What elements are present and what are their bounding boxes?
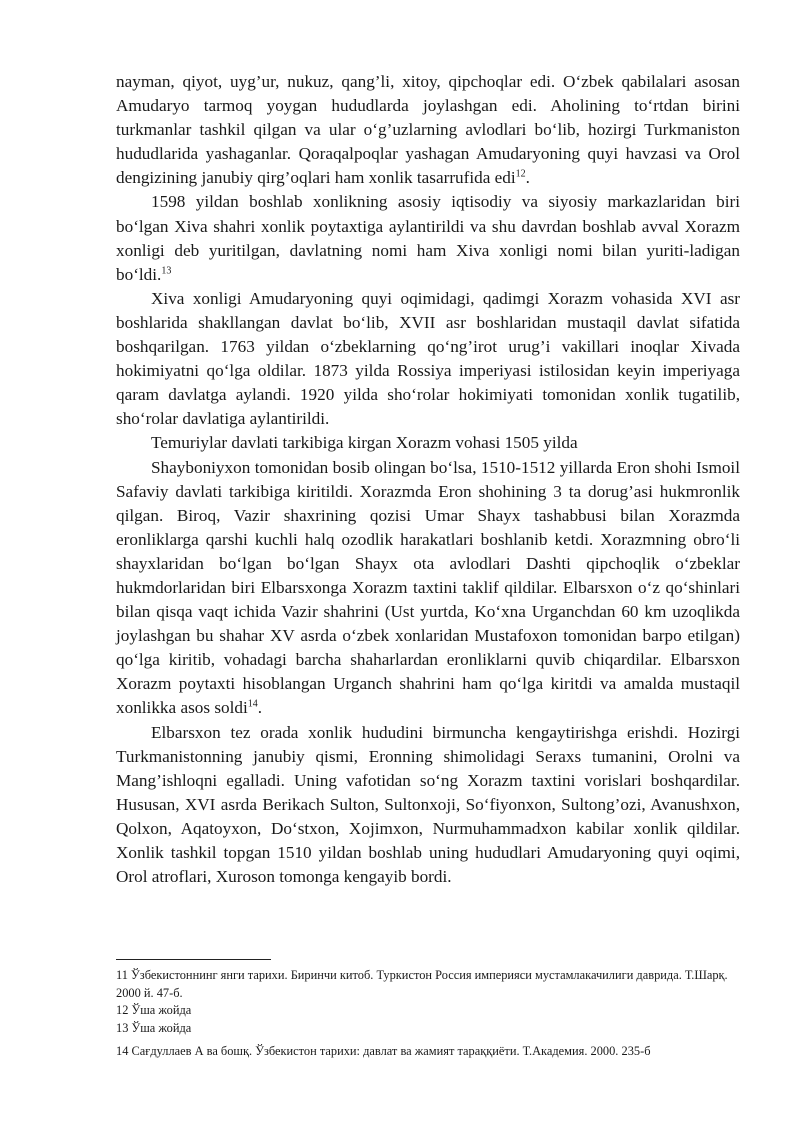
paragraph	[116, 190, 740, 286]
paragraph-text: Shayboniyxon tomonidan bosib olingan bo‘lsa, 1510-1512 yillarda Eron shohi Ismoil Safaviy davlati tarkibiga kiritildi. Xorazmda Eron shohining 3 ta dorug’asi hukmronlik qilgan. Biroq, Vazir shaxrining qozisi Umar Shayx tashabbusi bilan Xorazmda eronliklarga qarshi kuchli halq ozodlik harakatlari boshlanib ketdi. Xorazmning obro‘li shayxlaridan bo‘lgan bo‘lgan Shayx ota avlodlari Dashti qipchoqlik o‘zbeklar hukmdorlaridan biri Elbarsxonga Xorazm taxtini taklif qildilar. Elbarsxon o‘z qo‘shinlari bilan qisqa vaqt ichida Vazir shahrini (Ust yurtda, Ko‘xna Urganchdan 60 km uzoqlikda joylashgan bu shahar XV asrda o‘zbek xonlaridan Mustafoxon tomonidan barpo etilgan) qo‘lga kiritib, vohadagi barcha shaharlardan eronliklarni quvib chiqardilar. Elbarsxon Xorazm poytaxti hisoblangan Urganch shahrini ham qo‘lga kiritdi va amalda mustaqil xonlikka asos soldi	[116, 457, 740, 718]
paragraph	[116, 456, 740, 721]
footnote-ref: 13	[161, 265, 172, 277]
footnote-item: 13 Ўша жойда	[116, 1020, 192, 1035]
paragraph: Elbarsxon tez orada xonlik hududini birmuncha kengaytirishga erishdi. Hozirgi Turkmanistonning janubiy qismi, Eronning shimolidagi Seraxs tumanini, Orolni va Mang’ishloqni egalladi. Uning vafotidan so‘ng Xorazm taxtini vorislari boshqardilar. Hususan, XVI asrda Berikach Sulton, Sultonxoji, So‘fiyonxon, Sultong’ozi, Avanushxon, Qolxon, Aqatoyxon, Do‘stxon, Xojimxon, Nurmuhammadxon kabilar xonlik qildilar. Xonlik tashkil topgan 1510 yildan boshlab uning hududlari Amudaryoning quyi oqimi, Orol atroflari, Xuroson tomonga kengayib bordi.	[116, 722, 740, 887]
paragraph-text: 1598 yildan boshlab xonlikning asosiy iqtisodiy va siyosiy markazlaridan biri bo‘lgan Xiva shahri xonlik poytaxtiga aylantirildi va shu davrdan boshlab avval Xorazm xonligi deb yuritilgan, davlatning nomi ham Xiva xonligi nomi bilan yuriti-ladigan bo‘ldi.	[116, 192, 740, 284]
footnote-item: 11 Ўзбекистоннинг янги тарихи. Биринчи китоб. Туркистон Россия империяси мустамлакачилиги даврида. Т.Шарқ. 2000 й. 47-б.	[116, 968, 728, 1000]
footnotes	[116, 959, 740, 1061]
paragraph: Xiva xonligi Amudaryoning quyi oqimidagi, qadimgi Xorazm vohasida XVI asr boshlarida shakllangan davlat bo‘lib, XVII asr boshlaridan mustaqil davlat sifatida boshqarilgan. 1763 yildan o‘zbeklarning qo‘ng’irot urug’i vakillari inoqlar Xivada hokimiyatni qo‘lga oldilar. 1873 yilda Rossiya imperiyasi istilosidan keyin imperiyaga qaram davlatga aylandi. 1920 yilda sho‘rolar hokimiyati tomonidan xonlik tugatilib, sho‘rolar davlatiga aylantirildi.	[116, 288, 740, 429]
footnote-item: 12 Ўша жойда	[116, 1003, 192, 1017]
footnote-ref: 12	[515, 168, 526, 180]
paragraph-end: .	[257, 698, 263, 718]
paragraph-line: Temuriylar davlati tarkibiga kirgan Xorazm vohasi 1505 yilda	[151, 433, 578, 453]
footnote-ref: 14	[247, 698, 258, 710]
paragraph-continuation	[116, 70, 740, 190]
footnote-item: 14 Сағдуллаев А ва бошқ. Ўзбекистон тарихи: давлат ва жамият тараққиёти. Т.Академия. 2000. 235-б	[116, 1044, 651, 1058]
paragraph-text: nayman, qiyot, uyg’ur, nukuz, qang’li, xitoy, qipchoqlar edi. O‘zbek qabilalari asosan Amudaryo tarmoq yoygan hududlarda joylashgan edi. Aholining to‘rtdan birini turkmanlar tashkil qilgan va ular o‘g’uzlarning avlodlari bo‘lib, hozirgi Turkmaniston hududlarida yashaganlar. Qoraqalpoqlar yashagan Amudaryoning quyi havzasi va Orol dengizining janubiy qirg’oqlari ham xonlik tasarrufida edi	[116, 72, 740, 188]
paragraph-end: .	[525, 168, 530, 188]
footnote-divider	[116, 959, 271, 960]
main-text	[116, 70, 740, 889]
